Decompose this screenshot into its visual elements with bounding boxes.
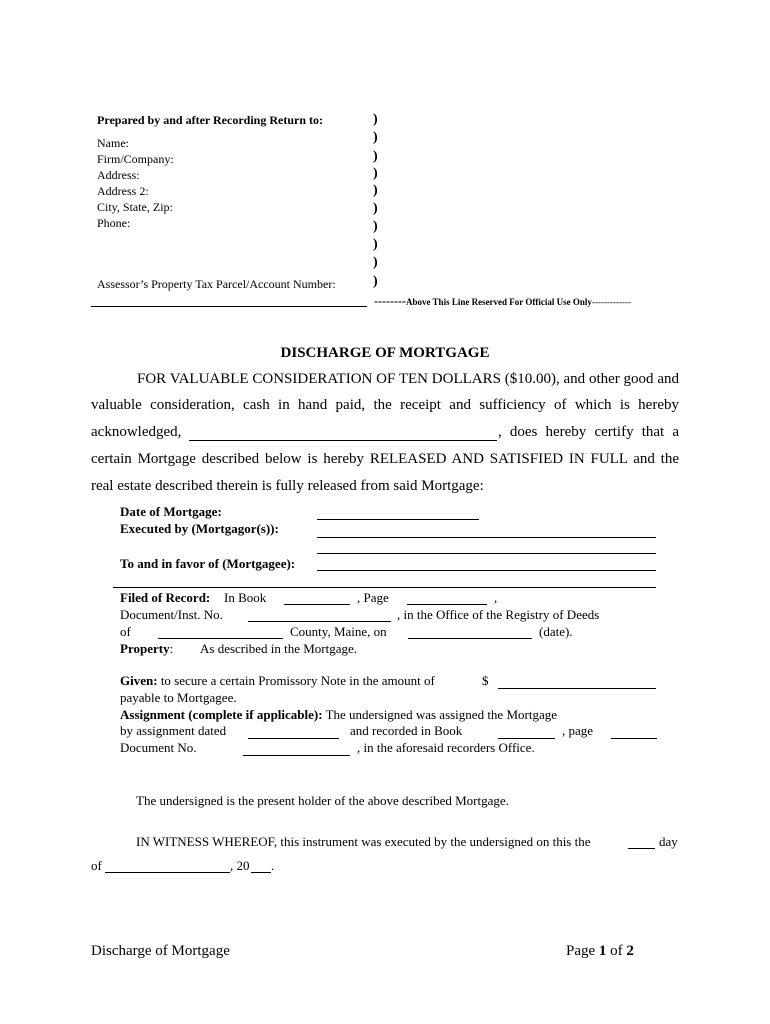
witness-year-prefix: , 20: [230, 858, 250, 873]
bracket-paren: ): [373, 219, 378, 234]
witness-year-line[interactable]: [251, 872, 271, 873]
name-label: Name:: [97, 136, 129, 150]
body-line-1: FOR VALUABLE CONSIDERATION OF TEN DOLLARS ($10.00), and other good and: [137, 371, 679, 387]
body-line-2: valuable consideration, cash in hand paid, the receipt and sufficiency of which is hereby: [91, 397, 679, 413]
bracket-paren: ): [373, 130, 378, 145]
assessor-label: Assessor’s Property Tax Parcel/Account Number:: [97, 277, 336, 291]
witness-text: IN WITNESS WHEREOF, this instrument was executed by the undersigned on this the: [136, 834, 591, 849]
assignment-label: Assignment (complete if applicable):: [120, 707, 323, 722]
mortgagee-line-2[interactable]: [317, 570, 656, 571]
property-colon: :: [169, 641, 174, 656]
property-row: [120, 641, 173, 657]
dollar-sign: $: [482, 673, 489, 688]
witness-day-line[interactable]: [628, 848, 655, 849]
page-number-line[interactable]: [407, 604, 487, 605]
given-row: [120, 673, 435, 689]
bracket-paren: ): [373, 274, 378, 289]
firm-label: Firm/Company:: [97, 152, 174, 166]
body-line-3-end: , does hereby certify that a: [498, 424, 679, 440]
filed-of-record-row: [120, 590, 210, 606]
assignment-dated-label: by assignment dated: [120, 723, 227, 738]
date-paren-label: (date).: [539, 624, 573, 639]
property-label: Property: [120, 641, 170, 656]
bracket-paren: ): [373, 183, 378, 198]
property-text: As described in the Mortgage.: [200, 641, 358, 656]
given-text: to secure a certain Promissory Note in the amount of: [160, 673, 435, 688]
body-line-3-start: acknowledged,: [91, 424, 182, 440]
document-inst-label: Document/Inst. No.: [120, 607, 223, 622]
body-line-4: certain Mortgage described below is hereby RELEASED AND SATISFIED IN FULL and the: [91, 451, 679, 467]
executed-by-label: Executed by (Mortgagor(s)):: [120, 521, 279, 536]
bracket-paren: ): [373, 166, 378, 181]
assignment-page-line[interactable]: [611, 738, 657, 739]
official-use-line: [374, 292, 631, 310]
city-state-zip-label: City, State, Zip:: [97, 200, 173, 214]
page-number: 1: [598, 943, 607, 959]
prepared-by-heading: Prepared by and after Recording Return to:: [97, 113, 323, 127]
page-comma: ,: [494, 590, 498, 605]
filed-of-record-label: Filed of Record:: [120, 590, 211, 605]
official-dashes: --------: [374, 294, 406, 308]
address2-label: Address 2:: [97, 184, 149, 198]
releasor-name-line[interactable]: [189, 440, 497, 441]
witness-of-label: of: [91, 858, 102, 873]
page-total: 2: [626, 943, 634, 959]
witness-period: .: [271, 858, 275, 873]
official-trail: -------------: [591, 297, 631, 307]
assignment-row: [120, 707, 557, 723]
holder-statement: The undersigned is the present holder of the above described Mortgage.: [136, 793, 509, 808]
assignment-page-label: , page: [562, 723, 594, 738]
bracket-paren: ): [373, 237, 378, 252]
note-amount-line[interactable]: [498, 688, 656, 689]
section-divider-line: [113, 587, 656, 588]
assignment-date-line[interactable]: [248, 738, 339, 739]
assignment-doc-number-line[interactable]: [243, 755, 350, 756]
page-word: Page: [566, 943, 596, 959]
official-use-text: Above This Line Reserved For Official Use Only: [405, 297, 592, 307]
bracket-paren: ): [373, 201, 378, 216]
mortgagee-line-1[interactable]: [317, 553, 656, 554]
bracket-paren: ): [373, 112, 378, 127]
mortgagor-line[interactable]: [317, 537, 656, 538]
recorders-office-text: , in the aforesaid recorders Office.: [357, 740, 535, 755]
assignment-doc-label: Document No.: [120, 740, 197, 755]
given-label: Given:: [120, 673, 158, 688]
book-number-line[interactable]: [284, 604, 350, 605]
page-indicator: [566, 943, 634, 960]
registry-text: , in the Office of the Registry of Deeds: [397, 607, 600, 622]
bracket-paren: ): [373, 149, 378, 164]
in-book-label: In Book: [224, 590, 267, 605]
witness-day-label: day: [659, 834, 678, 849]
of-label: of: [120, 624, 131, 639]
county-maine-on-label: County, Maine, on: [290, 624, 387, 639]
document-title: DISCHARGE OF MORTGAGE: [280, 345, 490, 361]
date-of-mortgage-line[interactable]: [317, 519, 479, 520]
assignment-text: The undersigned was assigned the Mortgage: [325, 707, 557, 722]
phone-label: Phone:: [97, 216, 131, 230]
bracket-paren: ): [373, 255, 378, 270]
footer-title: Discharge of Mortgage: [91, 943, 230, 959]
county-line[interactable]: [158, 638, 283, 639]
witness-month-line[interactable]: [105, 872, 230, 873]
address-label: Address:: [97, 168, 140, 182]
recorded-in-book-label: and recorded in Book: [350, 723, 463, 738]
date-of-mortgage-label: Date of Mortgage:: [120, 504, 222, 519]
recording-date-line[interactable]: [408, 638, 532, 639]
payable-text: payable to Mortgagee.: [120, 690, 237, 705]
page-label: , Page: [357, 590, 389, 605]
assignment-book-line[interactable]: [498, 738, 555, 739]
to-and-in-favor-label: To and in favor of (Mortgagee):: [120, 556, 296, 571]
assessor-number-line[interactable]: [91, 306, 367, 307]
document-inst-number-line[interactable]: [248, 621, 391, 622]
body-line-5: real estate described therein is fully released from said Mortgage:: [91, 478, 484, 494]
page-of-word: of: [610, 943, 623, 959]
